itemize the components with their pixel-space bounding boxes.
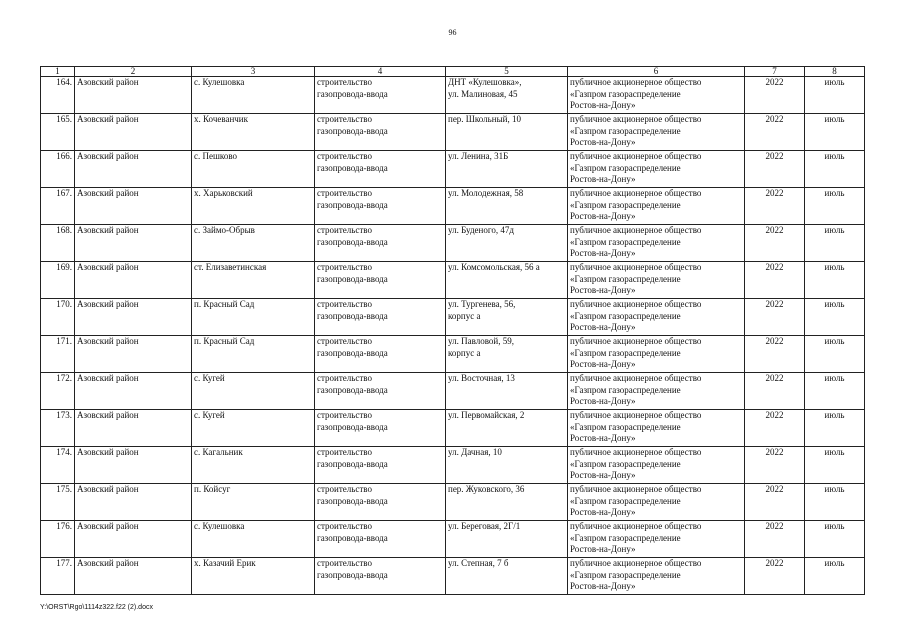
address-line: ДНТ «Кулешовка», <box>448 77 522 87</box>
organization-cell <box>568 373 745 410</box>
row-number-cell: 173. <box>41 410 75 447</box>
organization-cell <box>568 521 745 558</box>
table-row <box>41 188 865 225</box>
locality-cell: с. Кугей <box>192 410 315 447</box>
district-cell: Азовский район <box>75 225 192 262</box>
work-type-cell <box>315 373 446 410</box>
column-number: 6 <box>568 67 745 77</box>
column-number-row <box>41 67 865 77</box>
work-type-cell <box>315 336 446 373</box>
work-type-cell <box>315 114 446 151</box>
table-row <box>41 151 865 188</box>
month-cell: июль <box>805 262 865 299</box>
work-type-line: газопровода-ввода <box>317 421 388 432</box>
locality-cell: ст. Елизаветинская <box>192 262 315 299</box>
organization-line: «Газпром газораспределение <box>570 88 681 99</box>
organization-cell <box>568 262 745 299</box>
organization-line: публичное акционерное общество <box>570 299 702 309</box>
address-cell <box>446 114 568 151</box>
organization-line: Ростов-на-Дону» <box>570 322 636 332</box>
month-cell: июль <box>805 225 865 262</box>
address-line: ул. Ленина, 31Б <box>448 151 509 161</box>
address-cell <box>446 188 568 225</box>
address-line: ул. Малиновая, 45 <box>448 88 518 99</box>
organization-line: «Газпром газораспределение <box>570 347 681 358</box>
table-row <box>41 114 865 151</box>
locality-cell: п. Красный Сад <box>192 299 315 336</box>
address-line: ул. Дачная, 10 <box>448 447 502 457</box>
district-cell: Азовский район <box>75 336 192 373</box>
table-row <box>41 262 865 299</box>
column-number: 5 <box>446 67 568 77</box>
year-cell: 2022 <box>745 410 805 447</box>
work-type-line: газопровода-ввода <box>317 384 388 395</box>
organization-line: Ростов-на-Дону» <box>570 359 636 369</box>
organization-line: публичное акционерное общество <box>570 521 702 531</box>
district-cell: Азовский район <box>75 114 192 151</box>
address-cell <box>446 521 568 558</box>
gas-pipeline-schedule-table <box>40 66 865 595</box>
organization-line: Ростов-на-Дону» <box>570 507 636 517</box>
organization-line: публичное акционерное общество <box>570 484 702 494</box>
work-type-cell <box>315 299 446 336</box>
organization-line: Ростов-на-Дону» <box>570 100 636 110</box>
year-cell: 2022 <box>745 447 805 484</box>
work-type-line: строительство <box>317 410 372 420</box>
locality-cell: х. Кочеванчик <box>192 114 315 151</box>
work-type-line: газопровода-ввода <box>317 125 388 136</box>
work-type-cell <box>315 558 446 595</box>
row-number-cell: 167. <box>41 188 75 225</box>
address-line: ул. Молодежная, 58 <box>448 188 524 198</box>
district-cell: Азовский район <box>75 262 192 299</box>
year-cell: 2022 <box>745 114 805 151</box>
organization-line: Ростов-на-Дону» <box>570 248 636 258</box>
organization-line: публичное акционерное общество <box>570 225 702 235</box>
address-cell <box>446 225 568 262</box>
district-cell: Азовский район <box>75 77 192 114</box>
locality-cell: с. Кулешовка <box>192 521 315 558</box>
row-number-cell: 164. <box>41 77 75 114</box>
row-number-cell: 177. <box>41 558 75 595</box>
locality-cell: с. Кагальник <box>192 447 315 484</box>
table-row <box>41 77 865 114</box>
year-cell: 2022 <box>745 336 805 373</box>
row-number-cell: 172. <box>41 373 75 410</box>
work-type-line: строительство <box>317 336 372 346</box>
address-cell <box>446 336 568 373</box>
organization-line: публичное акционерное общество <box>570 558 702 568</box>
organization-line: «Газпром газораспределение <box>570 532 681 543</box>
work-type-line: газопровода-ввода <box>317 162 388 173</box>
address-line: пер. Школьный, 10 <box>448 114 521 124</box>
table-row <box>41 225 865 262</box>
work-type-line: газопровода-ввода <box>317 199 388 210</box>
locality-cell: п. Красный Сад <box>192 336 315 373</box>
work-type-cell <box>315 410 446 447</box>
work-type-line: строительство <box>317 484 372 494</box>
organization-line: «Газпром газораспределение <box>570 125 681 136</box>
month-cell: июль <box>805 484 865 521</box>
locality-cell: с. Кугей <box>192 373 315 410</box>
organization-line: публичное акционерное общество <box>570 114 702 124</box>
work-type-cell <box>315 151 446 188</box>
organization-line: публичное акционерное общество <box>570 262 702 272</box>
work-type-cell <box>315 521 446 558</box>
work-type-line: строительство <box>317 225 372 235</box>
district-cell: Азовский район <box>75 447 192 484</box>
district-cell: Азовский район <box>75 299 192 336</box>
address-line: ул. Береговая, 2Г/1 <box>448 521 521 531</box>
year-cell: 2022 <box>745 558 805 595</box>
column-number: 1 <box>41 67 75 77</box>
work-type-cell <box>315 225 446 262</box>
month-cell: июль <box>805 336 865 373</box>
month-cell: июль <box>805 151 865 188</box>
organization-line: Ростов-на-Дону» <box>570 544 636 554</box>
locality-cell: х. Харьковский <box>192 188 315 225</box>
work-type-line: строительство <box>317 262 372 272</box>
work-type-line: газопровода-ввода <box>317 310 388 321</box>
row-number-cell: 171. <box>41 336 75 373</box>
organization-cell <box>568 558 745 595</box>
organization-cell <box>568 299 745 336</box>
organization-cell <box>568 225 745 262</box>
address-line: ул. Павловой, 59, <box>448 336 514 346</box>
table-row <box>41 484 865 521</box>
organization-line: публичное акционерное общество <box>570 447 702 457</box>
column-number: 3 <box>192 67 315 77</box>
month-cell: июль <box>805 77 865 114</box>
address-cell <box>446 77 568 114</box>
month-cell: июль <box>805 410 865 447</box>
address-cell <box>446 373 568 410</box>
address-cell <box>446 558 568 595</box>
address-cell <box>446 447 568 484</box>
year-cell: 2022 <box>745 188 805 225</box>
organization-line: публичное акционерное общество <box>570 336 702 346</box>
year-cell: 2022 <box>745 373 805 410</box>
organization-line: Ростов-на-Дону» <box>570 433 636 443</box>
page-number: 96 <box>448 28 457 37</box>
work-type-line: газопровода-ввода <box>317 458 388 469</box>
table-row <box>41 521 865 558</box>
column-number: 4 <box>315 67 446 77</box>
month-cell: июль <box>805 188 865 225</box>
work-type-line: строительство <box>317 188 372 198</box>
work-type-line: строительство <box>317 77 372 87</box>
table-row <box>41 447 865 484</box>
organization-cell <box>568 336 745 373</box>
address-line: корпус а <box>448 310 481 321</box>
address-cell <box>446 151 568 188</box>
address-cell <box>446 484 568 521</box>
locality-cell: с. Пешково <box>192 151 315 188</box>
district-cell: Азовский район <box>75 410 192 447</box>
organization-line: публичное акционерное общество <box>570 373 702 383</box>
address-line: ул. Степная, 7 б <box>448 558 509 568</box>
year-cell: 2022 <box>745 225 805 262</box>
organization-cell <box>568 447 745 484</box>
district-cell: Азовский район <box>75 188 192 225</box>
work-type-line: строительство <box>317 114 372 124</box>
district-cell: Азовский район <box>75 521 192 558</box>
locality-cell: х. Казачий Ерик <box>192 558 315 595</box>
organization-line: «Газпром газораспределение <box>570 569 681 580</box>
row-number-cell: 175. <box>41 484 75 521</box>
work-type-line: строительство <box>317 521 372 531</box>
organization-line: «Газпром газораспределение <box>570 273 681 284</box>
organization-line: Ростов-на-Дону» <box>570 211 636 221</box>
month-cell: июль <box>805 299 865 336</box>
organization-line: Ростов-на-Дону» <box>570 137 636 147</box>
address-line: корпус а <box>448 347 481 358</box>
organization-line: «Газпром газораспределение <box>570 384 681 395</box>
work-type-cell <box>315 77 446 114</box>
address-cell <box>446 410 568 447</box>
address-line: пер. Жуковского, 36 <box>448 484 525 494</box>
address-line: ул. Первомайская, 2 <box>448 410 525 420</box>
organization-line: «Газпром газораспределение <box>570 495 681 506</box>
year-cell: 2022 <box>745 299 805 336</box>
organization-cell <box>568 188 745 225</box>
organization-line: «Газпром газораспределение <box>570 199 681 210</box>
organization-line: Ростов-на-Дону» <box>570 581 636 591</box>
year-cell: 2022 <box>745 262 805 299</box>
work-type-line: строительство <box>317 151 372 161</box>
row-number-cell: 170. <box>41 299 75 336</box>
month-cell: июль <box>805 558 865 595</box>
month-cell: июль <box>805 521 865 558</box>
locality-cell: с. Займо-Обрыв <box>192 225 315 262</box>
column-number: 7 <box>745 67 805 77</box>
address-line: ул. Восточная, 13 <box>448 373 515 383</box>
work-type-line: газопровода-ввода <box>317 532 388 543</box>
organization-cell <box>568 114 745 151</box>
organization-line: публичное акционерное общество <box>570 77 702 87</box>
organization-line: Ростов-на-Дону» <box>570 470 636 480</box>
organization-line: Ростов-на-Дону» <box>570 174 636 184</box>
address-line: ул. Буденого, 47д <box>448 225 514 235</box>
year-cell: 2022 <box>745 151 805 188</box>
row-number-cell: 174. <box>41 447 75 484</box>
organization-line: «Газпром газораспределение <box>570 310 681 321</box>
table-row <box>41 410 865 447</box>
organization-cell <box>568 151 745 188</box>
work-type-line: газопровода-ввода <box>317 569 388 580</box>
table-row <box>41 558 865 595</box>
work-type-cell <box>315 484 446 521</box>
address-line: ул. Комсомольская, 56 а <box>448 262 540 272</box>
locality-cell: п. Койсуг <box>192 484 315 521</box>
work-type-line: строительство <box>317 373 372 383</box>
organization-line: «Газпром газораспределение <box>570 236 681 247</box>
column-number: 2 <box>75 67 192 77</box>
row-number-cell: 165. <box>41 114 75 151</box>
organization-line: Ростов-на-Дону» <box>570 285 636 295</box>
month-cell: июль <box>805 373 865 410</box>
address-line: ул. Тургенева, 56, <box>448 299 516 309</box>
organization-line: «Газпром газораспределение <box>570 421 681 432</box>
work-type-line: строительство <box>317 447 372 457</box>
year-cell: 2022 <box>745 77 805 114</box>
footer-file-path: Y:\ORST\Rgo\1114z322.f22 (2).docx <box>40 604 153 611</box>
row-number-cell: 168. <box>41 225 75 262</box>
work-type-cell <box>315 188 446 225</box>
address-cell <box>446 299 568 336</box>
work-type-cell <box>315 447 446 484</box>
organization-line: публичное акционерное общество <box>570 151 702 161</box>
work-type-line: строительство <box>317 299 372 309</box>
work-type-line: газопровода-ввода <box>317 495 388 506</box>
organization-line: «Газпром газораспределение <box>570 458 681 469</box>
organization-cell <box>568 484 745 521</box>
year-cell: 2022 <box>745 521 805 558</box>
table-row <box>41 299 865 336</box>
table-body <box>41 77 865 595</box>
district-cell: Азовский район <box>75 484 192 521</box>
column-number: 8 <box>805 67 865 77</box>
work-type-cell <box>315 262 446 299</box>
organization-cell <box>568 410 745 447</box>
row-number-cell: 169. <box>41 262 75 299</box>
row-number-cell: 176. <box>41 521 75 558</box>
organization-line: публичное акционерное общество <box>570 410 702 420</box>
month-cell: июль <box>805 447 865 484</box>
organization-line: публичное акционерное общество <box>570 188 702 198</box>
table-row <box>41 336 865 373</box>
work-type-line: газопровода-ввода <box>317 236 388 247</box>
work-type-line: газопровода-ввода <box>317 347 388 358</box>
work-type-line: строительство <box>317 558 372 568</box>
locality-cell: с. Кулешовка <box>192 77 315 114</box>
table-row <box>41 373 865 410</box>
organization-line: «Газпром газораспределение <box>570 162 681 173</box>
year-cell: 2022 <box>745 484 805 521</box>
work-type-line: газопровода-ввода <box>317 273 388 284</box>
district-cell: Азовский район <box>75 558 192 595</box>
district-cell: Азовский район <box>75 151 192 188</box>
address-cell <box>446 262 568 299</box>
month-cell: июль <box>805 114 865 151</box>
work-type-line: газопровода-ввода <box>317 88 388 99</box>
row-number-cell: 166. <box>41 151 75 188</box>
district-cell: Азовский район <box>75 373 192 410</box>
organization-line: Ростов-на-Дону» <box>570 396 636 406</box>
organization-cell <box>568 77 745 114</box>
